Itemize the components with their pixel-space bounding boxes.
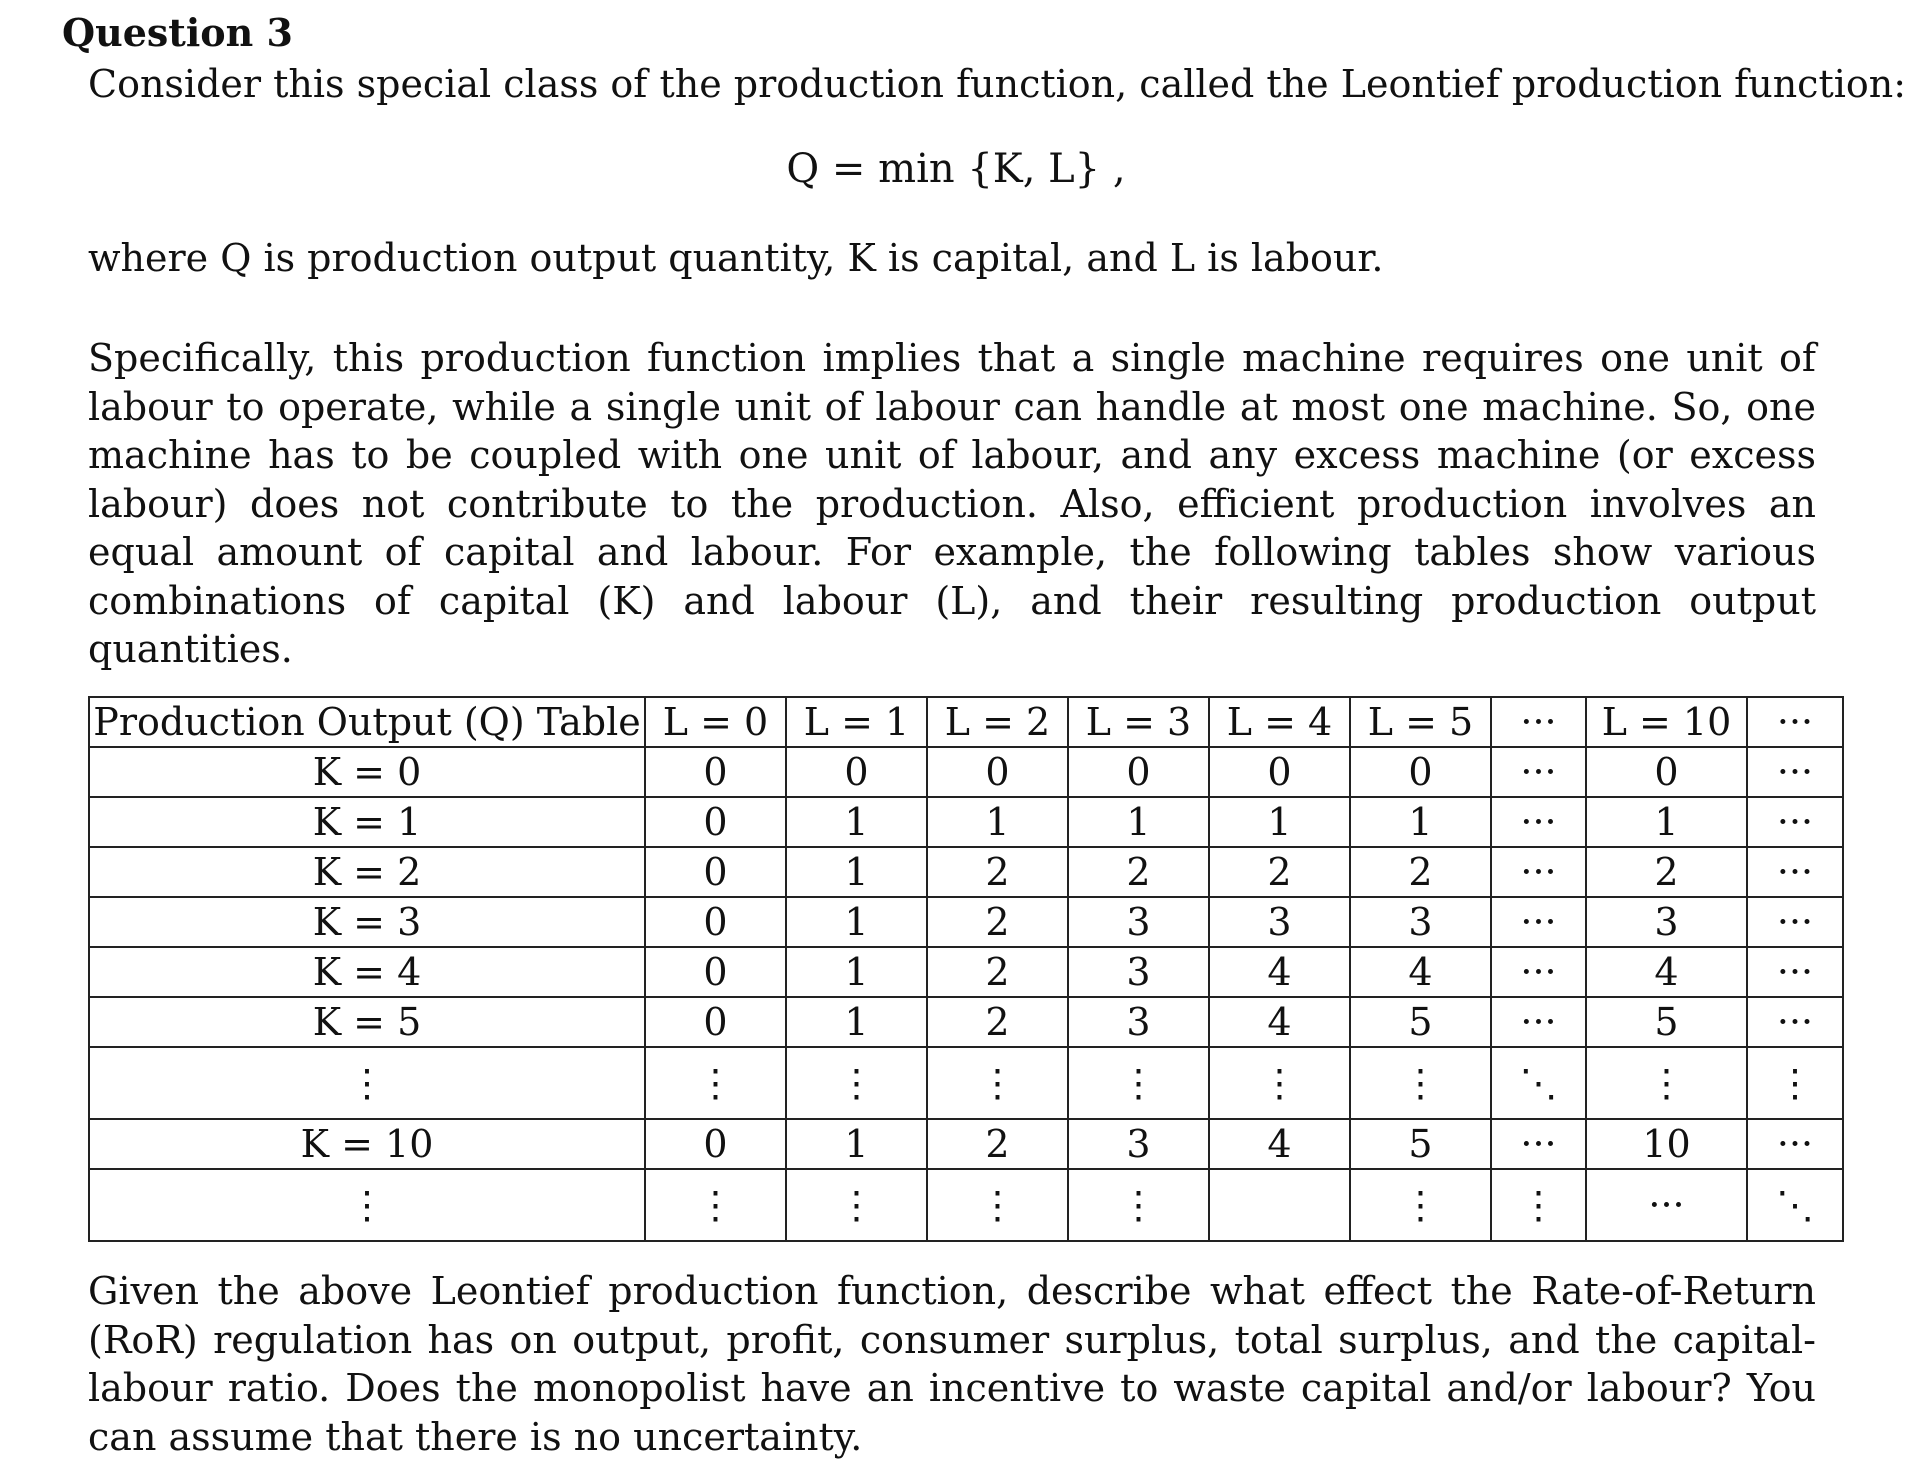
table-cell: 1 bbox=[1350, 797, 1491, 847]
table-cell: 2 bbox=[1209, 847, 1350, 897]
table-cell: 3 bbox=[1586, 897, 1747, 947]
table-cell: ··· bbox=[1747, 847, 1843, 897]
table-cell: 2 bbox=[1350, 847, 1491, 897]
table-cell: 3 bbox=[1068, 997, 1209, 1047]
table-cell: ··· bbox=[1491, 897, 1586, 947]
table-cell: ··· bbox=[1747, 797, 1843, 847]
table-cell: 3 bbox=[1209, 897, 1350, 947]
table-row bbox=[89, 897, 1843, 947]
row-label-cell: K = 4 bbox=[89, 947, 645, 997]
table-cell: 0 bbox=[645, 897, 786, 947]
table-cell: 3 bbox=[1350, 897, 1491, 947]
row-label-cell: K = 3 bbox=[89, 897, 645, 947]
table-cell: 0 bbox=[1350, 747, 1491, 797]
table-cell: 1 bbox=[927, 797, 1068, 847]
row-label-cell: ⋮ bbox=[89, 1047, 645, 1119]
table-cell: ⋮ bbox=[786, 1169, 927, 1241]
table-cell: 0 bbox=[645, 797, 786, 847]
table-cell: ··· bbox=[1491, 947, 1586, 997]
table-cell: 5 bbox=[1350, 997, 1491, 1047]
table-header-cell: ··· bbox=[1747, 697, 1843, 747]
table-cell: ··· bbox=[1491, 747, 1586, 797]
table-header-cell: ··· bbox=[1491, 697, 1586, 747]
table-row bbox=[89, 847, 1843, 897]
table-cell: ⋮ bbox=[645, 1169, 786, 1241]
table-row bbox=[89, 747, 1843, 797]
table-cell: 2 bbox=[1068, 847, 1209, 897]
table-cell: ⋮ bbox=[1209, 1047, 1350, 1119]
table-cell: ··· bbox=[1747, 947, 1843, 997]
table-header-cell: L = 10 bbox=[1586, 697, 1747, 747]
row-label-cell: K = 0 bbox=[89, 747, 645, 797]
table-cell bbox=[1209, 1169, 1350, 1241]
row-label-cell: K = 1 bbox=[89, 797, 645, 847]
table-cell: ··· bbox=[1747, 997, 1843, 1047]
production-output-table bbox=[88, 696, 1844, 1242]
table-cell: 1 bbox=[1586, 797, 1747, 847]
table-cell: ⋮ bbox=[645, 1047, 786, 1119]
table-cell: ⋮ bbox=[786, 1047, 927, 1119]
table-cell: 0 bbox=[1209, 747, 1350, 797]
intro-text: Consider this special class of the production function, called the Leontief production function: bbox=[88, 62, 1907, 106]
table-cell: ⋱ bbox=[1747, 1169, 1843, 1241]
row-label-cell: K = 10 bbox=[89, 1119, 645, 1169]
table-cell: 2 bbox=[927, 1119, 1068, 1169]
table-cell: 2 bbox=[927, 947, 1068, 997]
table-cell: 4 bbox=[1209, 1119, 1350, 1169]
table-cell: 4 bbox=[1209, 997, 1350, 1047]
row-label-cell: K = 5 bbox=[89, 997, 645, 1047]
table-header-row bbox=[89, 697, 1843, 747]
row-label-cell: ⋮ bbox=[89, 1169, 645, 1241]
table-cell: ⋮ bbox=[1068, 1169, 1209, 1241]
table-cell: 3 bbox=[1068, 897, 1209, 947]
table-title-cell: Production Output (Q) Table bbox=[89, 697, 645, 747]
table-cell: ⋮ bbox=[1491, 1169, 1586, 1241]
table-cell: 4 bbox=[1209, 947, 1350, 997]
table-cell: ··· bbox=[1747, 897, 1843, 947]
table-cell: ⋮ bbox=[927, 1169, 1068, 1241]
question-heading: Question 3 bbox=[62, 10, 293, 55]
table-row bbox=[89, 797, 1843, 847]
table-cell: 10 bbox=[1586, 1119, 1747, 1169]
table-cell: 0 bbox=[1586, 747, 1747, 797]
table-cell: ··· bbox=[1491, 997, 1586, 1047]
table-cell: 2 bbox=[1586, 847, 1747, 897]
table-cell: 0 bbox=[645, 747, 786, 797]
table-header-cell: L = 4 bbox=[1209, 697, 1350, 747]
table-cell: 1 bbox=[1068, 797, 1209, 847]
table-row bbox=[89, 1047, 1843, 1119]
table-cell: 0 bbox=[645, 847, 786, 897]
table-cell: ··· bbox=[1747, 1119, 1843, 1169]
table-cell: 2 bbox=[927, 997, 1068, 1047]
table-header-cell: L = 3 bbox=[1068, 697, 1209, 747]
table-cell: ⋮ bbox=[1068, 1047, 1209, 1119]
table-cell: ⋮ bbox=[1350, 1047, 1491, 1119]
table-row bbox=[89, 1169, 1843, 1241]
table-cell: 0 bbox=[927, 747, 1068, 797]
table-cell: ··· bbox=[1491, 847, 1586, 897]
table-cell: ··· bbox=[1491, 797, 1586, 847]
table-row bbox=[89, 947, 1843, 997]
table-cell: 1 bbox=[786, 897, 927, 947]
table-header-cell: L = 0 bbox=[645, 697, 786, 747]
table-cell: ⋮ bbox=[1350, 1169, 1491, 1241]
production-equation: Q = min {K, L} , bbox=[786, 146, 1126, 192]
table-cell: 0 bbox=[645, 1119, 786, 1169]
table-cell: ⋮ bbox=[1747, 1047, 1843, 1119]
table-header-cell: L = 5 bbox=[1350, 697, 1491, 747]
table-cell: 4 bbox=[1350, 947, 1491, 997]
table-cell: 1 bbox=[786, 1119, 927, 1169]
table-cell: 1 bbox=[786, 797, 927, 847]
table-cell: 0 bbox=[645, 947, 786, 997]
variable-definitions: where Q is production output quantity, K is capital, and L is labour. bbox=[88, 236, 1384, 280]
row-label-cell: K = 2 bbox=[89, 847, 645, 897]
specifics-paragraph: Specifically, this production function implies that a single machine requires one unit of labour to operate, while a single unit of labour can handle at most one machine. So, one machine has to be coupled with one unit of labour, and any excess machine (or excess labour) does not contribute to the production. Also, efficient production involves an equal amount of capital and labour. For example, the following tables show various combinations of capital (K) and labour (L), and their resulting production output quantities. bbox=[88, 336, 1816, 671]
table-cell: ⋮ bbox=[927, 1047, 1068, 1119]
table-cell: 0 bbox=[1068, 747, 1209, 797]
table-cell: ⋱ bbox=[1491, 1047, 1586, 1119]
table-cell: ··· bbox=[1491, 1119, 1586, 1169]
table-cell: ··· bbox=[1747, 747, 1843, 797]
table-cell: 1 bbox=[786, 997, 927, 1047]
table-cell: 0 bbox=[645, 997, 786, 1047]
table-cell: ⋮ bbox=[1586, 1047, 1747, 1119]
table-cell: 5 bbox=[1350, 1119, 1491, 1169]
table-cell: 1 bbox=[786, 847, 927, 897]
table-cell: 0 bbox=[786, 747, 927, 797]
question-text: Given the above Leontief production function, describe what effect the Rate-of-Return (RoR) regulation has on output, profit, consumer surplus, total surplus, and the capital-labour ratio. Does the monopolist have an incentive to waste capital and/or labour? You can assume that there is no uncertainty. bbox=[88, 1269, 1816, 1459]
table-cell: 4 bbox=[1586, 947, 1747, 997]
table-header-cell: L = 1 bbox=[786, 697, 927, 747]
table-cell: 5 bbox=[1586, 997, 1747, 1047]
table-cell: 3 bbox=[1068, 947, 1209, 997]
table-cell: 3 bbox=[1068, 1119, 1209, 1169]
table-cell: 2 bbox=[927, 847, 1068, 897]
table-row bbox=[89, 997, 1843, 1047]
table-row bbox=[89, 1119, 1843, 1169]
table-cell: 2 bbox=[927, 897, 1068, 947]
table-cell: 1 bbox=[786, 947, 927, 997]
table-header-cell: L = 2 bbox=[927, 697, 1068, 747]
table-cell: 1 bbox=[1209, 797, 1350, 847]
table-cell: ··· bbox=[1586, 1169, 1747, 1241]
